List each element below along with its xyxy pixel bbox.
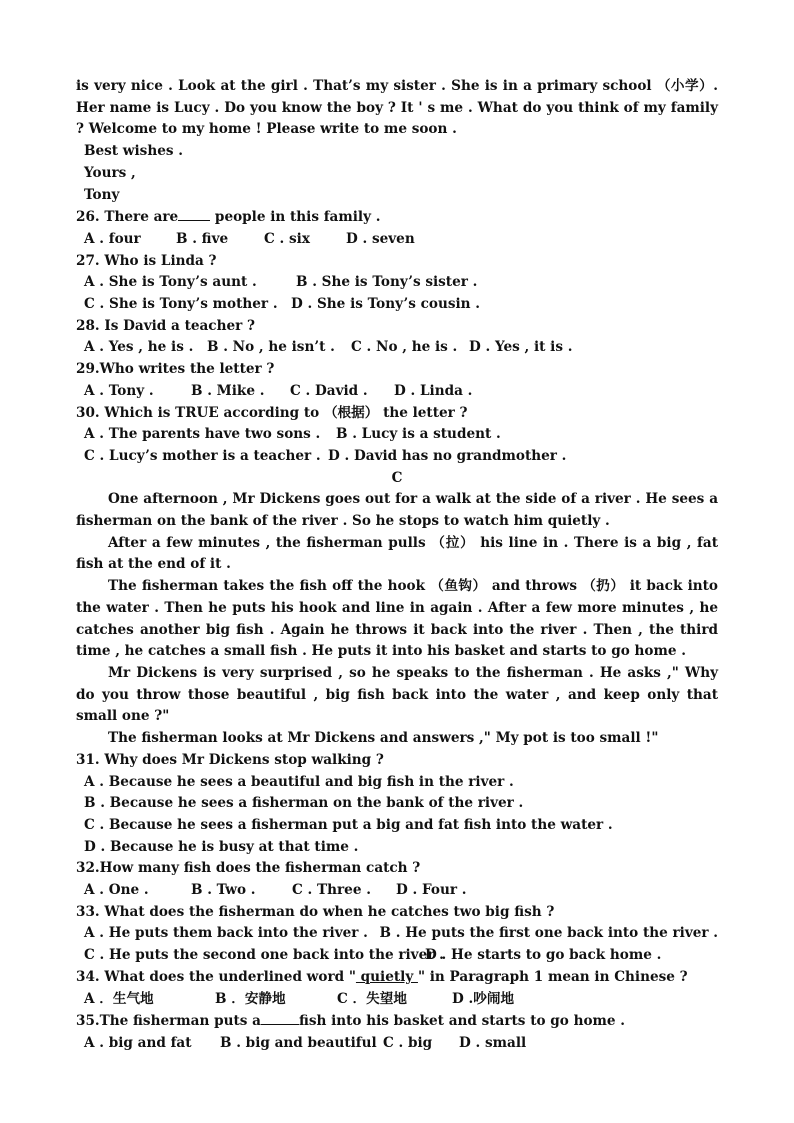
options-26 bbox=[76, 229, 718, 251]
question-35: 35.The fisherman puts a fish into his basket and starts to go home . bbox=[76, 1010, 718, 1033]
options-28 bbox=[76, 337, 718, 359]
option: D .吵闹地 bbox=[452, 990, 515, 1007]
question-33: 33. What does the fisherman do when he catches two big fish ? bbox=[76, 903, 555, 920]
question-32: 32.How many fish does the fisherman catch ? bbox=[76, 860, 421, 877]
option: B . Two . bbox=[191, 882, 256, 899]
passage-paragraph-3: The fisherman takes the fish off the hook （鱼钩） and throws （扔） it back into the water . Then he puts his hook and line in again . After a few more minutes , he catches another big fish . Again he throws it back into the river . Then , the third time , he catches a small fish . He puts it into his basket and starts to go home . bbox=[76, 578, 718, 660]
options-30a bbox=[76, 424, 718, 446]
option: B ．安静地 bbox=[215, 990, 286, 1007]
option: A . The parents have two sons . bbox=[84, 426, 321, 443]
letter-closing-1: Best wishes . bbox=[84, 143, 183, 160]
options-35 bbox=[76, 1033, 718, 1055]
option: D . Because he is busy at that time . bbox=[84, 838, 359, 855]
option: B . Mike . bbox=[191, 382, 265, 399]
option: B . Because he sees a fisherman on the bank of the river . bbox=[84, 795, 524, 812]
option: C . six bbox=[264, 230, 310, 247]
option: D . David has no grandmother . bbox=[328, 447, 567, 464]
option: A . big and fat bbox=[84, 1034, 192, 1051]
question-26: 26. There are people in this family . bbox=[76, 206, 718, 229]
underlined-word: quietly bbox=[355, 968, 418, 985]
option: A . One . bbox=[84, 882, 149, 899]
option: C . Lucy’s mother is a teacher . bbox=[84, 447, 321, 464]
option: C . He puts the second one back into the river . bbox=[84, 947, 444, 964]
option: A ．生气地 bbox=[84, 990, 154, 1007]
options-27a bbox=[76, 272, 718, 294]
passage-paragraph-4: Mr Dickens is very surprised , so he speaks to the fisherman . He asks ," Why do you throw those beautiful , big fish back into the water , and keep only that small one ?" bbox=[76, 664, 718, 725]
option: C . David . bbox=[290, 382, 368, 399]
letter-closing-2: Yours , bbox=[84, 164, 136, 181]
option: A . Yes , he is . bbox=[84, 339, 194, 356]
option: D . Four . bbox=[396, 882, 467, 899]
option: A . Because he sees a beautiful and big fish in the river . bbox=[84, 773, 514, 790]
option: B . Lucy is a student . bbox=[336, 426, 501, 443]
answer-blank bbox=[261, 1010, 299, 1025]
question-31: 31. Why does Mr Dickens stop walking ? bbox=[76, 751, 384, 768]
option: C . Three . bbox=[292, 882, 371, 899]
question-34: 34. What does the underlined word " quietly " in Paragraph 1 mean in Chinese ? bbox=[76, 968, 688, 985]
option: C ．失望地 bbox=[337, 990, 407, 1007]
option: C . No , he is . bbox=[351, 339, 458, 356]
option: D . Linda . bbox=[394, 382, 473, 399]
options-27b bbox=[76, 294, 718, 316]
option: B . No , he isn’t . bbox=[207, 339, 335, 356]
question-29: 29.Who writes the letter ? bbox=[76, 361, 275, 378]
exam-page bbox=[76, 76, 718, 1055]
option: D . He starts to go back home . bbox=[425, 947, 662, 964]
passage-paragraph-2: After a few minutes , the fisherman pulls （拉） his line in . There is a big , fat fish at the end of it . bbox=[76, 534, 718, 573]
question-30: 30. Which is TRUE according to （根据） the letter ? bbox=[76, 404, 468, 421]
options-30b bbox=[76, 446, 718, 468]
option: D . Yes , it is . bbox=[469, 339, 573, 356]
passage-paragraph-1: One afternoon , Mr Dickens goes out for a walk at the side of a river . He sees a fisherman on the bank of the river . So he stops to watch him quietly . bbox=[76, 491, 718, 530]
option: A . four bbox=[84, 230, 141, 247]
option: A . He puts them back into the river . bbox=[84, 925, 368, 942]
section-heading: C bbox=[391, 469, 403, 486]
option: B . five bbox=[176, 230, 229, 247]
options-33a bbox=[76, 923, 718, 945]
option: A . Tony . bbox=[84, 382, 154, 399]
option: B . She is Tony’s sister . bbox=[296, 274, 478, 291]
option: C . big bbox=[383, 1034, 433, 1051]
passage-paragraph-5: The fisherman looks at Mr Dickens and answers ," My pot is too small !" bbox=[108, 730, 659, 747]
option: D . She is Tony’s cousin . bbox=[291, 296, 481, 313]
options-29 bbox=[76, 381, 718, 403]
option: D . seven bbox=[346, 230, 415, 247]
option: A . She is Tony’s aunt . bbox=[84, 274, 257, 291]
options-32 bbox=[76, 880, 718, 902]
option: C . She is Tony’s mother . bbox=[84, 296, 278, 313]
letter-body: is very nice . Look at the girl . That’s my sister . She is in a primary school （小学）. Her name is Lucy . Do you know the boy ? It ' s me . What do you think of my family ? Welcome to my home ! Please write to me soon . bbox=[76, 78, 718, 138]
letter-signature: Tony bbox=[84, 186, 120, 203]
question-27: 27. Who is Linda ? bbox=[76, 252, 217, 269]
options-33b bbox=[76, 945, 718, 967]
option: C . Because he sees a fisherman put a big and fat fish into the water . bbox=[84, 816, 613, 833]
question-28: 28. Is David a teacher ? bbox=[76, 317, 255, 334]
option: B . He puts the first one back into the river . bbox=[379, 925, 718, 942]
options-34 bbox=[76, 989, 718, 1011]
option: D . small bbox=[459, 1034, 527, 1051]
option: B . big and beautiful bbox=[220, 1034, 377, 1051]
answer-blank bbox=[178, 206, 210, 221]
